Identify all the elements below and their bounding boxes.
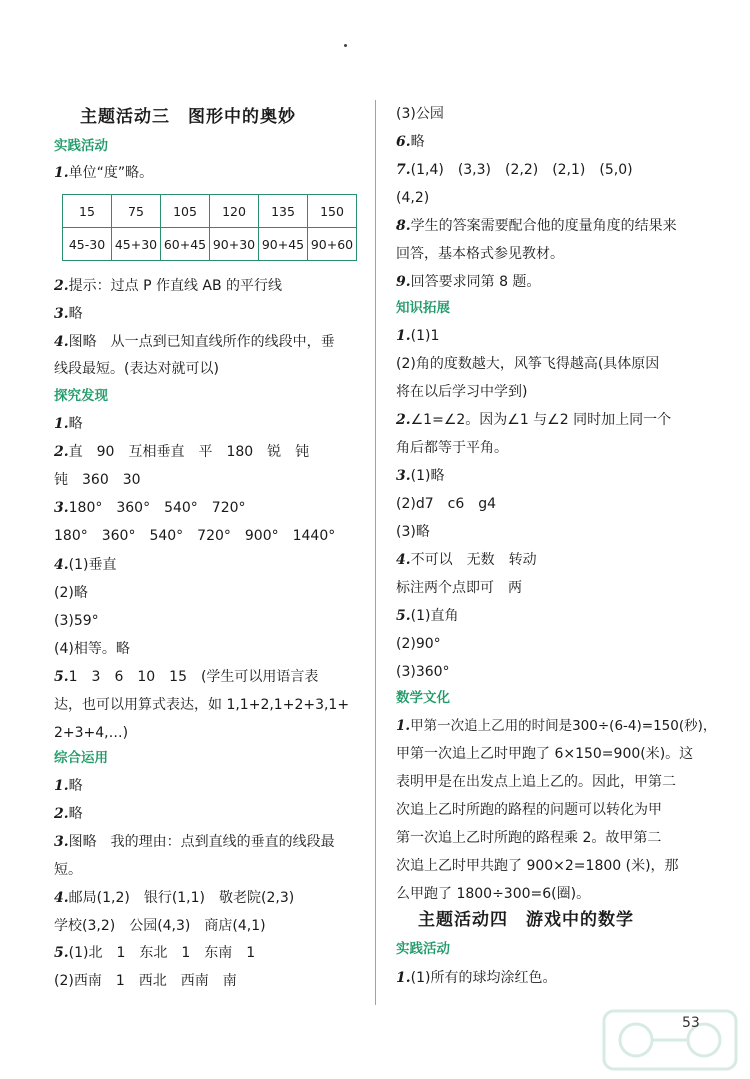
extend-3-c: (3)略 [396, 524, 430, 540]
table-row [63, 228, 357, 261]
apply-3: 3.图略 我的理由：点到直线的垂直的线段最 [54, 834, 335, 850]
apply-2: 2.略 [54, 806, 83, 822]
explore-2-cont: 钝 360 30 [54, 472, 141, 488]
explore-4: 4.(1)垂直 [54, 557, 117, 573]
explore-5: 5.1 3 6 10 15 (学生可以用语言表 [54, 669, 319, 685]
answer-9: 9.回答要求同第 8 题。 [396, 274, 541, 290]
answer-r0: (3)公园 [396, 106, 444, 122]
answer-6: 6.略 [396, 134, 425, 150]
table-cell: 60+45 [161, 228, 210, 261]
heading-practice: 实践活动 [54, 138, 108, 154]
explore-1: 1.略 [54, 416, 83, 432]
apply-5-cont: (2)西南 1 西北 西南 南 [54, 973, 237, 989]
extend-5: 5.(1)直角 [396, 608, 459, 624]
column-divider [375, 100, 376, 1005]
answer-2: 2.提示：过点 P 作直线 AB 的平行线 [54, 278, 283, 294]
extend-3: 3.(1)略 [396, 468, 445, 484]
heading-explore: 探究发现 [54, 388, 108, 404]
extend-2: 2.∠1=∠2。因为∠1 与∠2 同时加上同一个 [396, 412, 672, 428]
answer-4-cont: 线段最短。(表达对就可以) [54, 361, 219, 377]
apply-1: 1.略 [54, 778, 83, 794]
extend-1-c: 将在以后学习中学到) [396, 384, 528, 400]
extend-4-cont: 标注两个点即可 两 [396, 580, 522, 596]
extend-5-c: (3)360° [396, 664, 450, 680]
extend-3-b: (2)d7 c6 g4 [396, 496, 497, 512]
heading-apply: 综合运用 [54, 750, 108, 766]
answer-4: 4.图略 从一点到已知直线所作的线段中，垂 [54, 334, 335, 350]
extend-1: 1.(1)1 [396, 328, 440, 344]
explore-2: 2.直 90 互相垂直 平 180 锐 钝 [54, 444, 310, 460]
table-cell: 120 [210, 195, 259, 228]
explore-3-cont: 180° 360° 540° 720° 900° 1440° [54, 528, 336, 544]
explore-3: 3.180° 360° 540° 720° [54, 500, 246, 516]
culture-1-f: 次追上乙时甲共跑了 900×2=1800 (米)，那 [396, 858, 679, 874]
table-cell: 105 [161, 195, 210, 228]
table-cell: 45-30 [63, 228, 112, 261]
section-title-2: 主题活动四 游戏中的数学 [418, 910, 634, 930]
extend-1-b: (2)角的度数越大，风筝飞得越高(具体原因 [396, 356, 660, 372]
explore-5-b: 达，也可以用算式表达，如 1,1+2,1+2+3,1+ [54, 697, 350, 713]
degree-table [62, 194, 357, 261]
heading-extend: 知识拓展 [396, 300, 450, 316]
table-cell: 15 [63, 195, 112, 228]
table-cell: 75 [112, 195, 161, 228]
table-cell: 90+60 [308, 228, 357, 261]
apply-5: 5.(1)北 1 东北 1 东南 1 [54, 945, 256, 961]
table-cell: 90+45 [259, 228, 308, 261]
heading-culture: 数学文化 [396, 690, 450, 706]
culture-1: 1.甲第一次追上乙用的时间是300÷(6-4)=150(秒)， [396, 718, 717, 734]
explore-4-d: (4)相等。略 [54, 641, 130, 657]
apply-4: 4.邮局(1,2) 银行(1,1) 敬老院(2,3) [54, 890, 295, 906]
table-cell: 45+30 [112, 228, 161, 261]
answer-3: 3.略 [54, 306, 83, 322]
heading-practice-2: 实践活动 [396, 941, 450, 957]
section-title: 主题活动三 图形中的奥妙 [80, 107, 296, 127]
page-number: 53 [682, 1015, 700, 1031]
culture-1-b: 甲第一次追上乙时甲跑了 6×150=900(米)。这 [396, 746, 694, 762]
culture-1-e: 第一次追上乙时所跑的路程乘 2。故甲第二 [396, 830, 662, 846]
table-cell: 150 [308, 195, 357, 228]
answer-8-cont: 回答，基本格式参见教材。 [396, 246, 564, 262]
extend-4: 4.不可以 无数 转动 [396, 552, 537, 568]
answer-7-cont: (4,2) [396, 190, 430, 206]
table-cell: 90+30 [210, 228, 259, 261]
apply-4-cont: 学校(3,2) 公园(4,3) 商店(4,1) [54, 918, 266, 934]
culture-1-g: 么甲跑了 1800÷300=6(圈)。 [396, 886, 591, 902]
extend-2-cont: 角后都等于平角。 [396, 440, 508, 456]
apply-3-cont: 短。 [54, 862, 82, 878]
answer-8: 8.学生的答案需要配合他的度量角度的结果来 [396, 218, 677, 234]
answer-7: 7.(1,4) (3,3) (2,2) (2,1) (5,0) [396, 162, 633, 178]
watermark-logo [600, 1005, 740, 1075]
extend-5-b: (2)90° [396, 636, 441, 652]
speck [344, 44, 347, 47]
explore-4-b: (2)略 [54, 585, 88, 601]
culture-1-d: 次追上乙时所跑的路程的问题可以转化为甲 [396, 802, 662, 818]
game-1: 1.(1)所有的球均涂红色。 [396, 970, 557, 986]
explore-5-c: 2+3+4,…) [54, 725, 129, 741]
culture-1-c: 表明甲是在出发点上追上乙的。因此，甲第二 [396, 774, 676, 790]
explore-4-c: (3)59° [54, 613, 99, 629]
answer-1: 1.单位“度”略。 [54, 165, 154, 181]
table-cell: 135 [259, 195, 308, 228]
table-row [63, 195, 357, 228]
